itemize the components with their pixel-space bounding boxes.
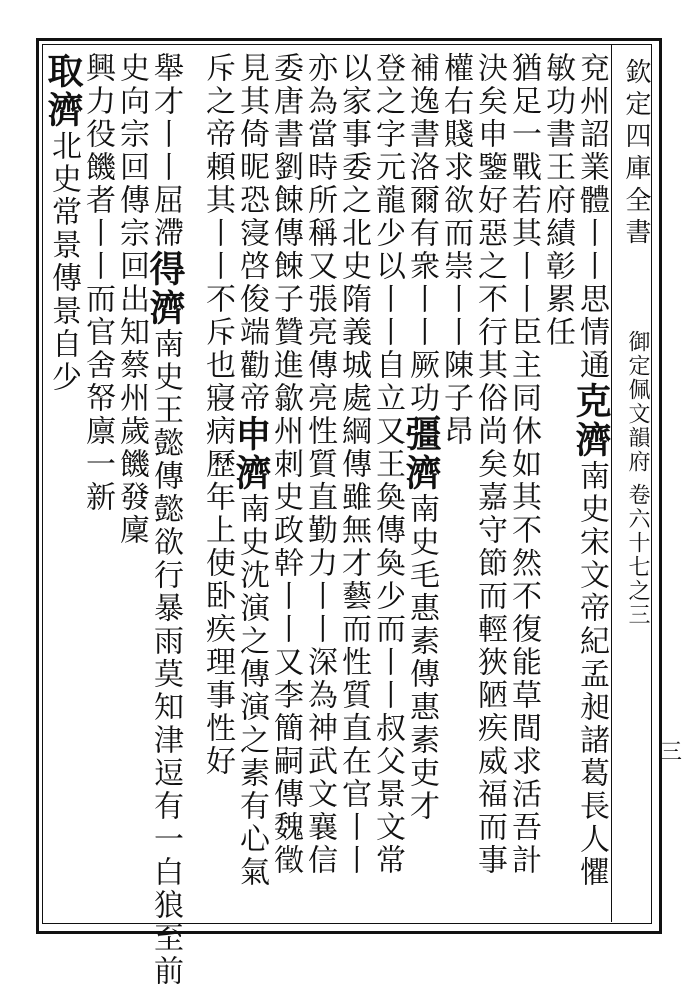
- text-column-12: 斥之帝頼其丨丨不斥也寢病歷年上使卧疾理事性好: [200, 52, 235, 778]
- text-column-3: 猶足一戰若其丨丨臣主同休如其不然不復能草間求活吾計: [506, 52, 541, 877]
- volume-label: 御定佩文韻府 卷六十七之三: [625, 330, 650, 627]
- text-column-11: 見其倚昵恐寖啓俊端勸帝申濟南史沈演之傳演之素有心氣: [230, 52, 272, 889]
- text-column-6: 補逸書洛爾有衆丨丨厥功彊濟南史毛惠素傳惠素吏才: [400, 52, 442, 823]
- text-column-16: 取濟北史常景傳景自少: [42, 52, 84, 394]
- text-column-13: 舉才丨丨屈滯得濟南史王懿傳懿欲行暴雨莫知津逗有一白狼至前: [144, 52, 186, 988]
- text-column-14: 史向宗回傳宗回出知蔡州歲饑發廩: [114, 52, 149, 547]
- text-column-1: 兗州詔業體丨丨思情通克濟南史宋文帝紀孟昶諸葛長人懼: [570, 52, 612, 889]
- text-column-9: 亦為當時所稱又張亮傳亮性質直勤力丨丨深為神武文襄信: [302, 52, 337, 877]
- page-number: 三: [660, 740, 683, 765]
- text-column-2: 敏功書王府績彰累任: [540, 52, 575, 349]
- text-column-4: 決矣申鑒好惡之不行其俗尚矣嘉守節而輕狹陋疾威福而事: [472, 52, 507, 877]
- text-column-7: 登之字元龍少以丨丨自立又王奐傳奐少而丨丨叔父景文常: [370, 52, 405, 877]
- book-title: 欽定四庫全書: [621, 58, 651, 250]
- text-column-5: 權右賤求欲而崇丨丨陳子昂: [438, 52, 473, 448]
- text-column-15: 興力役饑者丨丨而官舍帑廪一新: [80, 52, 115, 514]
- header-divider: [611, 44, 612, 922]
- text-column-8: 以家事委之北史隋義城處綱傳雖無才藝而性質直在官丨丨: [336, 52, 371, 877]
- text-column-10: 委唐書劉餗傳餗子贊進歙州刺史政幹丨丨又李簡嗣傳魏徵: [268, 52, 303, 877]
